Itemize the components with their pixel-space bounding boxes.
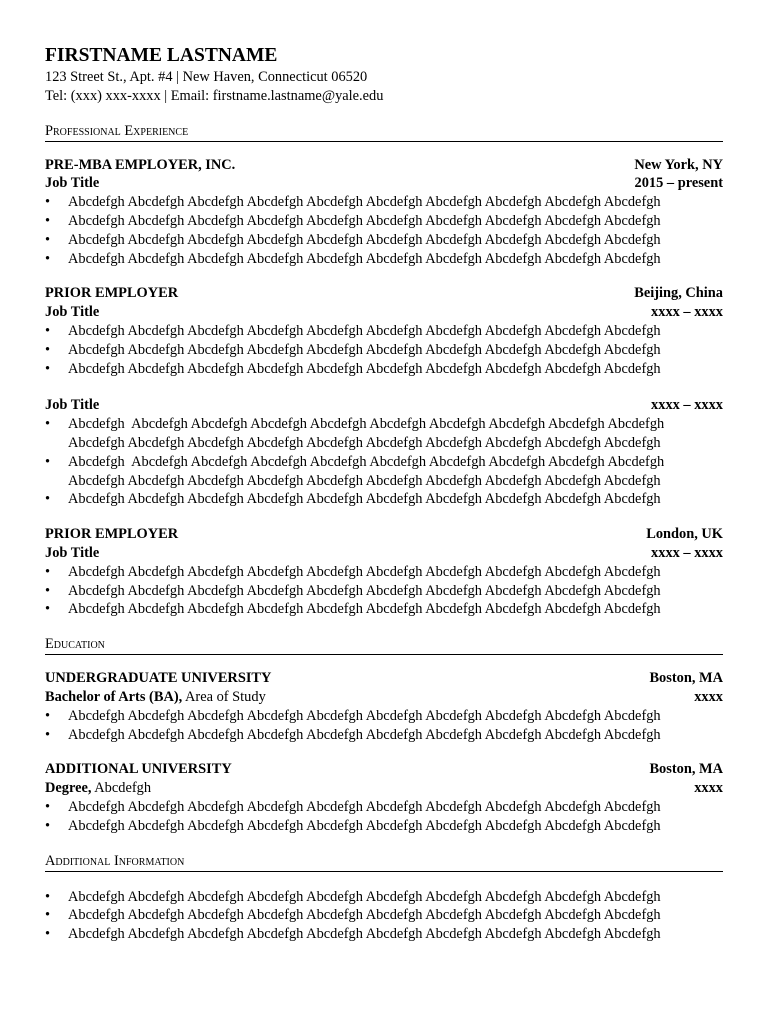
contact-line: Tel: (xxx) xxx-xxxx | Email: firstname.lastname@yale.edu	[45, 87, 384, 104]
school-name: ADDITIONAL UNIVERSITY	[45, 761, 232, 778]
employer-name: PRE-MBA EMPLOYER, INC.	[45, 156, 236, 173]
bullet-item	[45, 490, 723, 509]
job-dates: 2015 – present	[634, 175, 723, 192]
bullet-line: Abcdefgh Abcdefgh Abcdefgh Abcdefgh Abcdefgh Abcdefgh Abcdefgh Abcdefgh Abcdefgh Abcdefgh	[68, 453, 665, 470]
bullet-line: Abcdefgh Abcdefgh Abcdefgh Abcdefgh Abcdefgh Abcdefgh Abcdefgh Abcdefgh Abcdefgh Abcdefgh	[68, 416, 665, 433]
job-title: Job Title	[45, 544, 100, 561]
job-title: Job Title	[45, 304, 100, 321]
candidate-name: FIRSTNAME LASTNAME	[45, 45, 278, 66]
experience-entry	[45, 156, 723, 269]
bullet-item: • Abcdefgh Abcdefgh Abcdefgh Abcdefgh Abcdefgh Abcdefgh Abcdefgh Abcdefgh Abcdefgh Abcdefgh	[45, 212, 723, 231]
bullet-line: Abcdefgh Abcdefgh Abcdefgh Abcdefgh Abcdefgh Abcdefgh Abcdefgh Abcdefgh Abcdefgh Abcdefgh	[68, 491, 661, 508]
bullet-item: • Abcdefgh Abcdefgh Abcdefgh Abcdefgh Abcdefgh Abcdefgh Abcdefgh Abcdefgh Abcdefgh Abcdefgh	[45, 906, 723, 925]
bullet-line: Abcdefgh Abcdefgh Abcdefgh Abcdefgh Abcdefgh Abcdefgh Abcdefgh Abcdefgh Abcdefgh Abcdefgh	[68, 434, 661, 451]
bullet-item: • Abcdefgh Abcdefgh Abcdefgh Abcdefgh Abcdefgh Abcdefgh Abcdefgh Abcdefgh Abcdefgh Abcdefgh	[45, 798, 723, 817]
employer-location: New York, NY	[634, 156, 723, 173]
bullet-item	[45, 453, 723, 491]
employer-name: PRIOR EMPLOYER	[45, 526, 179, 543]
experience-entry	[45, 284, 723, 509]
employer-location: London, UK	[646, 526, 723, 543]
bullet-item: • Abcdefgh Abcdefgh Abcdefgh Abcdefgh Abcdefgh Abcdefgh Abcdefgh Abcdefgh Abcdefgh Abcdefgh	[45, 726, 723, 745]
job-dates: xxxx – xxxx	[651, 304, 723, 321]
graduation-year: xxxx	[694, 688, 723, 705]
degree-name: Bachelor of Arts (BA),	[45, 688, 183, 705]
bullet-item: • Abcdefgh Abcdefgh Abcdefgh Abcdefgh Abcdefgh Abcdefgh Abcdefgh Abcdefgh Abcdefgh Abcdefgh	[45, 582, 723, 601]
area-of-study: Area of Study	[182, 688, 266, 705]
school-location: Boston, MA	[649, 761, 723, 778]
job-title: Job Title	[45, 397, 100, 414]
bullet-item: • Abcdefgh Abcdefgh Abcdefgh Abcdefgh Abcdefgh Abcdefgh Abcdefgh Abcdefgh Abcdefgh Abcdefgh	[45, 925, 723, 944]
degree-line	[45, 688, 266, 707]
job-title: Job Title	[45, 175, 100, 192]
graduation-year: xxxx	[694, 780, 723, 797]
bullet-item: • Abcdefgh Abcdefgh Abcdefgh Abcdefgh Abcdefgh Abcdefgh Abcdefgh Abcdefgh Abcdefgh Abcdefgh	[45, 360, 723, 379]
area-of-study: Abcdefgh	[91, 780, 152, 797]
education-entry	[45, 669, 723, 744]
bullet-item: • Abcdefgh Abcdefgh Abcdefgh Abcdefgh Abcdefgh Abcdefgh Abcdefgh Abcdefgh Abcdefgh Abcdefgh	[45, 817, 723, 836]
bullet-item: • Abcdefgh Abcdefgh Abcdefgh Abcdefgh Abcdefgh Abcdefgh Abcdefgh Abcdefgh Abcdefgh Abcdefgh	[45, 600, 723, 619]
experience-entry	[45, 525, 723, 619]
bullet-item: • Abcdefgh Abcdefgh Abcdefgh Abcdefgh Abcdefgh Abcdefgh Abcdefgh Abcdefgh Abcdefgh Abcdefgh	[45, 322, 723, 341]
education-entry	[45, 760, 723, 835]
bullet-item: • Abcdefgh Abcdefgh Abcdefgh Abcdefgh Abcdefgh Abcdefgh Abcdefgh Abcdefgh Abcdefgh Abcdefgh	[45, 250, 723, 269]
degree-line	[45, 779, 151, 798]
section-heading-education: Education	[45, 636, 723, 655]
school-name: UNDERGRADUATE UNIVERSITY	[45, 670, 272, 687]
resume-page	[45, 44, 723, 944]
school-location: Boston, MA	[649, 670, 723, 687]
bullet-item: • Abcdefgh Abcdefgh Abcdefgh Abcdefgh Abcdefgh Abcdefgh Abcdefgh Abcdefgh Abcdefgh Abcdefgh	[45, 193, 723, 212]
employer-name: PRIOR EMPLOYER	[45, 285, 179, 302]
bullet-item: • Abcdefgh Abcdefgh Abcdefgh Abcdefgh Abcdefgh Abcdefgh Abcdefgh Abcdefgh Abcdefgh Abcdefgh	[45, 707, 723, 726]
bullet-line: Abcdefgh Abcdefgh Abcdefgh Abcdefgh Abcdefgh Abcdefgh Abcdefgh Abcdefgh Abcdefgh Abcdefgh	[68, 472, 661, 489]
address-line: 123 Street St., Apt. #4 | New Haven, Connecticut 06520	[45, 69, 368, 85]
section-heading-additional: Additional Information	[45, 853, 723, 872]
job-dates: xxxx – xxxx	[651, 544, 723, 561]
section-heading-experience: Professional Experience	[45, 123, 723, 142]
bullet-item: • Abcdefgh Abcdefgh Abcdefgh Abcdefgh Abcdefgh Abcdefgh Abcdefgh Abcdefgh Abcdefgh Abcdefgh	[45, 563, 723, 582]
job-dates: xxxx – xxxx	[651, 397, 723, 414]
bullet-item: • Abcdefgh Abcdefgh Abcdefgh Abcdefgh Abcdefgh Abcdefgh Abcdefgh Abcdefgh Abcdefgh Abcdefgh	[45, 341, 723, 360]
additional-list	[45, 888, 723, 944]
degree-name: Degree,	[45, 780, 92, 797]
bullet-item	[45, 415, 723, 453]
bullet-item: • Abcdefgh Abcdefgh Abcdefgh Abcdefgh Abcdefgh Abcdefgh Abcdefgh Abcdefgh Abcdefgh Abcdefgh	[45, 888, 723, 907]
bullet-item: • Abcdefgh Abcdefgh Abcdefgh Abcdefgh Abcdefgh Abcdefgh Abcdefgh Abcdefgh Abcdefgh Abcdefgh	[45, 231, 723, 250]
employer-location: Beijing, China	[634, 285, 723, 302]
